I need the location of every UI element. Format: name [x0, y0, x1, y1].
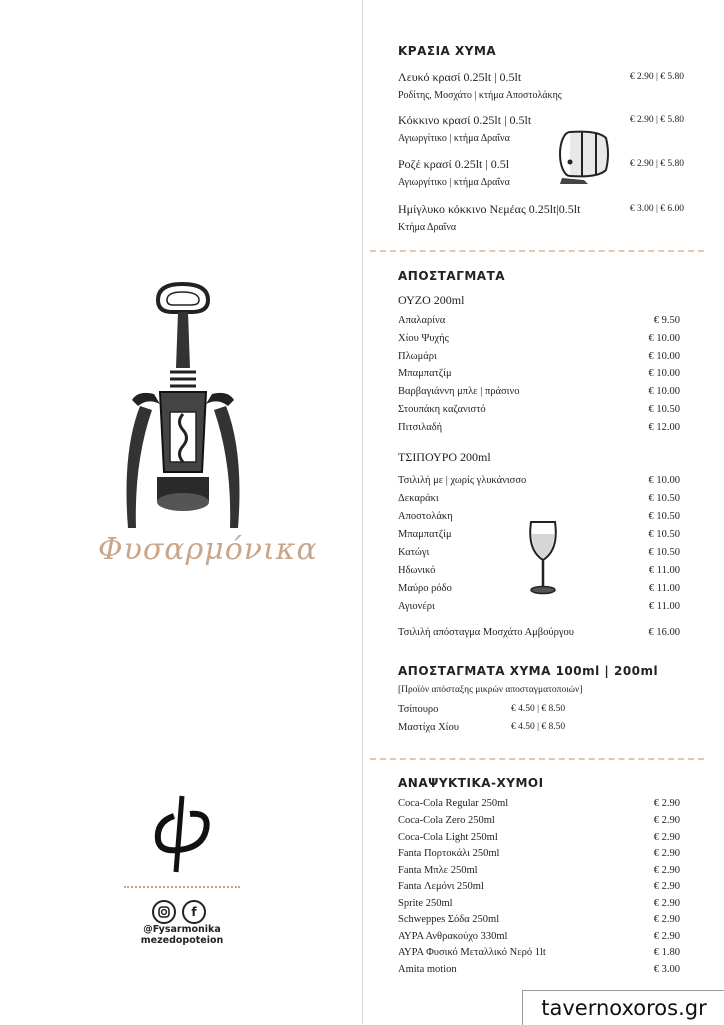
list-item [398, 881, 680, 895]
list-item [398, 475, 680, 489]
list-item [398, 815, 680, 829]
item-price: € 4.50 | € 8.50 [511, 722, 566, 732]
item-name: Βαρβαγιάννη μπλε | πράσινο [398, 386, 520, 397]
wine-price: € 2.90 | € 5.80 [629, 159, 684, 169]
item-name: Amita motion [398, 964, 457, 975]
list-item [398, 386, 680, 400]
item-price: € 10.50 [648, 511, 680, 522]
item-price: € 10.00 [648, 475, 680, 486]
item-price: € 9.50 [653, 315, 680, 326]
facebook-icon[interactable] [182, 900, 206, 924]
list-item [398, 368, 680, 382]
list-item [398, 704, 566, 715]
item-price: € 11.00 [648, 565, 680, 576]
spirits-title: ΑΠΟΣΤΑΓΜΑΤΑ [398, 269, 506, 283]
list-item [398, 601, 680, 615]
item-name: Κατώγι [398, 547, 430, 558]
corkscrew-illustration [118, 282, 248, 532]
item-price: € 10.50 [648, 529, 680, 540]
tagline-text: mezedopoteion [140, 935, 224, 946]
list-item [398, 627, 680, 641]
item-price: € 10.00 [648, 368, 680, 379]
item-name: Χίου Ψυχής [398, 333, 449, 344]
item-name: Μαστίχα Χίου [398, 722, 459, 733]
item-price: € 2.90 [653, 848, 680, 859]
wine-name: Ημίγλυκο κόκκινο Νεμέας 0.25lt|0.5lt [398, 202, 581, 216]
item-price: € 10.00 [648, 386, 680, 397]
item-name: Coca-Cola Regular 250ml [398, 798, 509, 809]
item-name: Fanta Μπλε 250ml [398, 865, 478, 876]
list-item [398, 832, 680, 846]
item-name: Sprite 250ml [398, 898, 453, 909]
item-name: Τσίπουρο [398, 704, 439, 715]
list-item [398, 333, 680, 347]
wine-name: Λευκό κρασί 0.25lt | 0.5lt [398, 70, 522, 84]
item-name: Δεκαράκι [398, 493, 439, 504]
item-name: Coca-Cola Light 250ml [398, 832, 498, 843]
list-item [398, 898, 680, 912]
list-item [398, 914, 680, 928]
item-price: € 2.90 [653, 865, 680, 876]
wines-title: ΚΡΑΣΙΑ ΧΥΜΑ [398, 44, 497, 58]
wine-name: Κόκκινο κρασί 0.25lt | 0.5lt [398, 113, 532, 127]
social-links [152, 900, 206, 924]
site-watermark: tavernoxoros.gr [522, 990, 724, 1025]
wine-desc: Κτήμα Δραΐνα [398, 222, 457, 233]
wine-price: € 3.00 | € 6.00 [629, 204, 684, 214]
item-name: ΑΥΡΑ Φυσικό Μεταλλικό Νερό 1lt [398, 947, 546, 958]
item-name: Τσιλιλή απόσταγμα Μοσχάτο Αμβούργου [398, 627, 574, 638]
soft-drinks-title: ΑΝΑΨΥΚΤΙΚΑ-ΧΥΜΟΙ [398, 776, 544, 790]
item-name: Πιτσιλαδή [398, 422, 443, 433]
wine-desc: Αγιωργίτικο | κτήμα Δραΐνα [398, 177, 510, 188]
list-item [398, 351, 680, 365]
item-price: € 1.80 [653, 947, 680, 958]
item-name: Στουπάκη καζανιστό [398, 404, 486, 415]
list-item [398, 404, 680, 418]
item-price: € 2.90 [653, 798, 680, 809]
list-item [398, 964, 680, 978]
list-item [398, 798, 680, 812]
phi-logo [152, 790, 212, 876]
social-handle[interactable] [132, 924, 232, 946]
item-price: € 2.90 [653, 815, 680, 826]
item-name: Μαύρο ρόδο [398, 583, 452, 594]
item-name: Ηδωνικό [398, 565, 436, 576]
ouzo-title: ΟΥΖΟ 200ml [398, 293, 465, 307]
item-price: € 11.00 [648, 583, 680, 594]
item-price: € 2.90 [653, 914, 680, 925]
wine-glass-illustration [526, 520, 560, 596]
item-price: € 10.50 [648, 404, 680, 415]
wine-price: € 2.90 | € 5.80 [629, 115, 684, 125]
item-price: € 16.00 [648, 627, 680, 638]
list-item [398, 315, 680, 329]
section-divider [370, 758, 704, 760]
list-item [398, 422, 680, 436]
list-item [398, 848, 680, 862]
menu-panel [370, 0, 724, 1024]
list-item [398, 865, 680, 879]
item-name: ΑΥΡΑ Ανθρακούχο 330ml [398, 931, 508, 942]
item-name: Fanta Λεμόνι 250ml [398, 881, 484, 892]
item-price: € 10.00 [648, 351, 680, 362]
list-item [398, 931, 680, 945]
list-item [398, 493, 680, 507]
list-item [398, 722, 566, 733]
tsipouro-title: ΤΣΙΠΟΥΡΟ 200ml [398, 450, 491, 464]
bulk-spirits-note: [Προϊόν απόσταξης μικρών αποσταγματοποιών] [398, 685, 583, 695]
item-price: € 10.50 [648, 493, 680, 504]
wine-name: Ροζέ κρασί 0.25lt | 0.5l [398, 157, 510, 171]
list-item [398, 947, 680, 961]
item-price: € 10.00 [648, 333, 680, 344]
instagram-icon[interactable] [152, 900, 176, 924]
item-name: Schweppes Σόδα 250ml [398, 914, 500, 925]
bulk-spirits-title: ΑΠΟΣΤΑΓΜΑΤΑ ΧΥΜΑ 100ml | 200ml [398, 664, 659, 678]
item-price: € 2.90 [653, 931, 680, 942]
item-name: Αγιονέρι [398, 601, 435, 612]
brand-script-logo: Φυσαρμόνικα [98, 532, 318, 567]
section-divider [370, 250, 704, 252]
wine-desc: Ροδίτης, Μοσχάτο | κτήμα Αποστολάκης [398, 90, 562, 101]
item-price: € 4.50 | € 8.50 [511, 704, 566, 714]
item-name: Πλωμάρι [398, 351, 437, 362]
item-price: € 2.90 [653, 881, 680, 892]
item-name: Αποστολάκη [398, 511, 453, 522]
item-name: Fanta Πορτοκάλι 250ml [398, 848, 500, 859]
item-name: Coca-Cola Zero 250ml [398, 815, 495, 826]
item-name: Τσιλιλή με | χωρίς γλυκάνισσο [398, 475, 527, 486]
facebook-glyph: f [191, 905, 197, 919]
wine-desc: Αγιωργίτικο | κτήμα Δραΐνα [398, 133, 510, 144]
item-price: € 2.90 [653, 898, 680, 909]
wine-price: € 2.90 | € 5.80 [629, 72, 684, 82]
item-price: € 3.00 [653, 964, 680, 975]
item-price: € 11.00 [648, 601, 680, 612]
item-price: € 10.50 [648, 547, 680, 558]
handle-text: @Fysarmonika [143, 924, 221, 935]
item-price: € 12.00 [648, 422, 680, 433]
item-name: Μπαμπατζίμ [398, 529, 452, 540]
item-name: Μπαμπατζίμ [398, 368, 452, 379]
brand-divider [124, 886, 240, 888]
item-name: Απαλαρίνα [398, 315, 446, 326]
barrel-illustration [558, 128, 610, 184]
item-price: € 2.90 [653, 832, 680, 843]
